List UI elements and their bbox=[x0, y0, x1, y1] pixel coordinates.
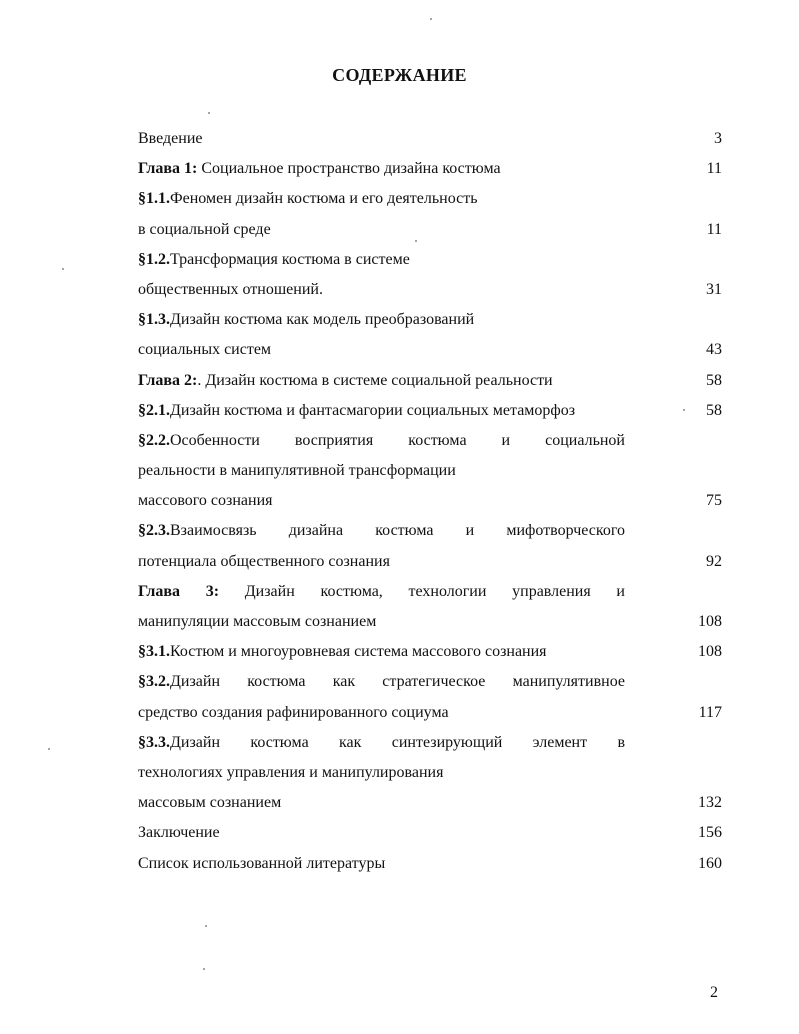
toc-row bbox=[0, 728, 799, 758]
toc-entry-text bbox=[138, 215, 271, 245]
toc-row bbox=[0, 486, 799, 516]
toc-entry-prefix: Глава 2: bbox=[138, 371, 198, 389]
toc-entry-title: Костюм и многоуровневая система массового сознания bbox=[170, 643, 547, 661]
toc-row bbox=[0, 275, 799, 305]
toc-page-number: 11 bbox=[706, 160, 722, 178]
toc-entry-text bbox=[138, 698, 449, 728]
toc-entry-text bbox=[138, 124, 203, 154]
scan-speck bbox=[205, 925, 207, 927]
toc-row bbox=[0, 667, 799, 697]
toc-entry-title: Социальное пространство дизайна костюма bbox=[197, 160, 501, 178]
toc-entry-prefix: §2.1. bbox=[138, 401, 170, 419]
scan-speck bbox=[415, 240, 417, 242]
toc-row bbox=[0, 516, 799, 546]
toc-entry-title: Дизайн костюма как синтезирующий элемент в bbox=[170, 733, 625, 751]
toc-page-number: 108 bbox=[698, 643, 722, 661]
toc-entry-text bbox=[138, 275, 323, 305]
scan-speck bbox=[430, 18, 432, 20]
toc-entry-title: Дизайн костюма как модель преобразований bbox=[170, 311, 475, 329]
toc-row bbox=[0, 184, 799, 214]
toc-row bbox=[0, 305, 799, 335]
toc-entry-title: Феномен дизайн костюма и его деятельность bbox=[170, 190, 478, 208]
toc-row bbox=[0, 637, 799, 667]
page-title: СОДЕРЖАНИЕ bbox=[332, 65, 467, 85]
toc-row bbox=[0, 215, 799, 245]
toc-entry-prefix: §2.3. bbox=[138, 522, 170, 540]
toc-entry-text bbox=[138, 245, 410, 275]
toc-page-number: 31 bbox=[706, 280, 722, 298]
toc-row bbox=[0, 245, 799, 275]
scan-speck bbox=[48, 748, 50, 750]
toc-entry-text bbox=[138, 849, 385, 879]
toc-entry-prefix: §1.2. bbox=[138, 250, 170, 268]
toc-page-number: 132 bbox=[698, 794, 722, 812]
toc-entry-text bbox=[138, 486, 273, 516]
scan-speck bbox=[203, 968, 205, 970]
toc-entry-text bbox=[138, 184, 478, 214]
toc-row bbox=[0, 396, 799, 426]
toc-entry-text bbox=[138, 788, 281, 818]
toc-page-number: 43 bbox=[706, 341, 722, 359]
toc-row bbox=[0, 547, 799, 577]
toc-entry-title: Заключение bbox=[138, 824, 220, 842]
toc-entry-prefix: Глава 3: bbox=[138, 582, 220, 600]
toc-entry-prefix: §3.3. bbox=[138, 733, 170, 751]
toc-row bbox=[0, 154, 799, 184]
toc-entry-title: Дизайн костюма и фантасмагории социальных метаморфоз bbox=[170, 401, 576, 419]
toc-entry-title: реальности в манипулятивной трансформации bbox=[138, 462, 456, 480]
toc-row bbox=[0, 698, 799, 728]
scan-speck bbox=[62, 268, 64, 270]
toc-entry-title: в социальной среде bbox=[138, 220, 271, 238]
toc-page-number: 75 bbox=[706, 492, 722, 510]
table-of-contents bbox=[0, 124, 799, 879]
toc-entry-title: социальных систем bbox=[138, 341, 272, 359]
toc-row bbox=[0, 335, 799, 365]
toc-entry-title: Введение bbox=[138, 130, 203, 147]
toc-row bbox=[0, 788, 799, 818]
toc-entry-title: Особенности восприятия костюма и социальной bbox=[170, 431, 625, 449]
toc-entry-prefix: §3.1. bbox=[138, 643, 170, 661]
toc-page-number: 58 bbox=[706, 371, 722, 389]
toc-entry-text bbox=[138, 547, 390, 577]
toc-entry-title: манипуляции массовым сознанием bbox=[138, 613, 377, 630]
toc-row bbox=[0, 607, 799, 637]
toc-row bbox=[0, 849, 799, 879]
toc-entry-prefix: §1.3. bbox=[138, 311, 170, 329]
toc-entry-title: Трансформация костюма в системе bbox=[170, 250, 410, 268]
toc-entry-text bbox=[138, 154, 501, 184]
toc-page-number: 11 bbox=[706, 220, 722, 238]
toc-page-number: 3 bbox=[714, 130, 722, 147]
toc-page-number: 92 bbox=[706, 552, 722, 570]
toc-entry-text bbox=[138, 516, 625, 546]
toc-entry-title: . Дизайн костюма в системе социальной реальности bbox=[197, 371, 553, 389]
toc-entry-prefix: §2.2. bbox=[138, 431, 170, 449]
toc-entry-prefix: Глава 1: bbox=[138, 160, 198, 178]
toc-entry-title: массовым сознанием bbox=[138, 794, 282, 812]
toc-entry-title: Дизайн костюма как стратегическое манипулятивное bbox=[170, 673, 625, 691]
toc-entry-text bbox=[138, 728, 625, 758]
toc-page-number: 160 bbox=[698, 854, 722, 872]
toc-entry-title: Дизайн костюма, технологии управления и bbox=[219, 582, 625, 600]
toc-entry-prefix: §3.2. bbox=[138, 673, 170, 691]
toc-row bbox=[0, 366, 799, 396]
toc-entry-title: потенциала общественного сознания bbox=[138, 552, 390, 570]
scan-speck bbox=[683, 409, 685, 411]
toc-entry-title: массового сознания bbox=[138, 492, 273, 510]
toc-page-number: 156 bbox=[698, 824, 722, 842]
toc-entry-text bbox=[138, 607, 376, 637]
toc-entry-text bbox=[138, 637, 547, 667]
toc-row bbox=[0, 577, 799, 607]
page-number: 2 bbox=[710, 984, 718, 1001]
toc-entry-text bbox=[138, 456, 456, 486]
toc-row bbox=[0, 426, 799, 456]
toc-entry-text bbox=[138, 335, 271, 365]
toc-entry-title: средство создания рафинированного социума bbox=[138, 703, 449, 721]
toc-entry-text bbox=[138, 758, 443, 788]
toc-entry-text bbox=[138, 577, 625, 607]
toc-entry-title: Список использованной литературы bbox=[138, 854, 386, 872]
scan-speck bbox=[208, 112, 210, 114]
toc-entry-text bbox=[138, 818, 220, 848]
toc-row bbox=[0, 818, 799, 848]
toc-page-number: 117 bbox=[698, 703, 722, 721]
toc-entry-text bbox=[138, 305, 474, 335]
toc-entry-text bbox=[138, 366, 553, 396]
toc-entry-title: общественных отношений. bbox=[138, 280, 323, 298]
toc-row bbox=[0, 456, 799, 486]
toc-page-number: 58 bbox=[706, 401, 722, 419]
toc-entry-prefix: §1.1. bbox=[138, 190, 170, 208]
toc-entry-text bbox=[138, 426, 625, 456]
toc-entry-title: Взаимосвязь дизайна костюма и мифотворческого bbox=[170, 522, 625, 540]
toc-entry-text bbox=[138, 396, 575, 426]
toc-row bbox=[0, 124, 799, 154]
toc-entry-title: технологиях управления и манипулирования bbox=[138, 763, 444, 781]
toc-row bbox=[0, 758, 799, 788]
toc-entry-text bbox=[138, 667, 625, 697]
toc-page-number: 108 bbox=[698, 613, 722, 630]
